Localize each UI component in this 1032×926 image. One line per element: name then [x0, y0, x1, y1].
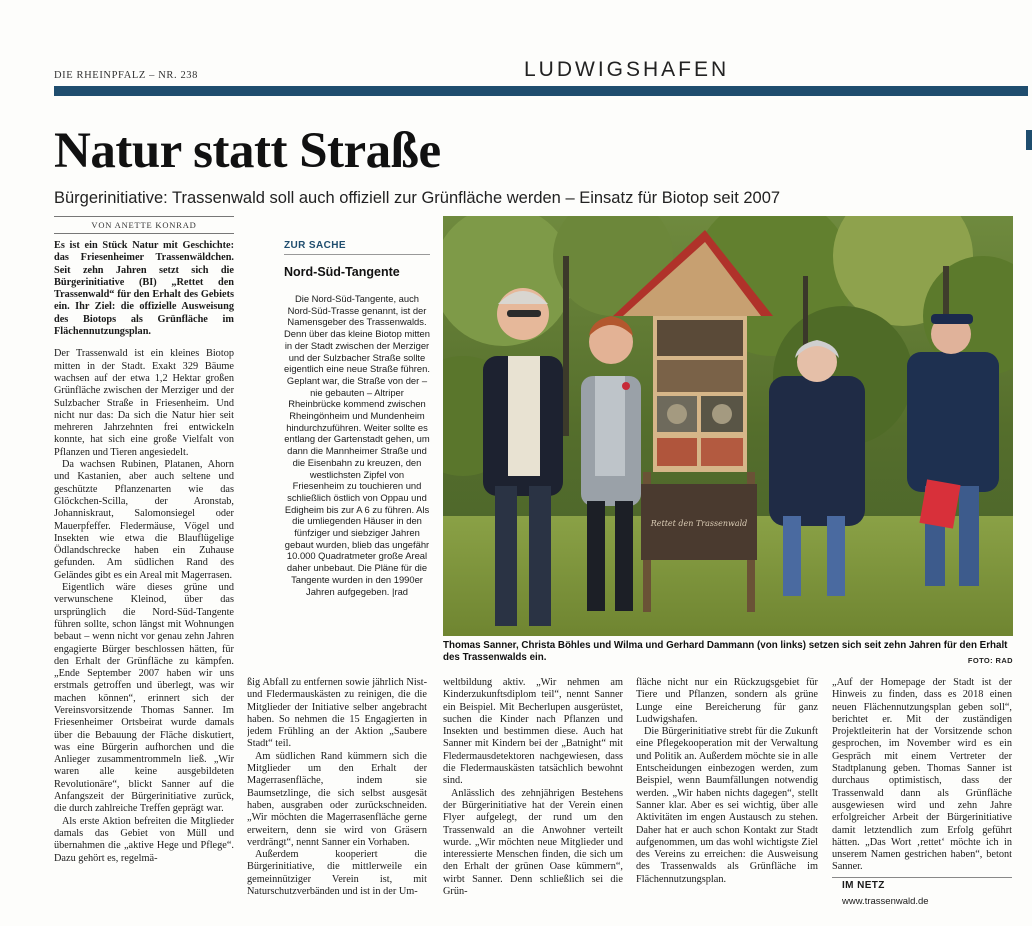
article-column-2 [247, 677, 427, 915]
subheadline: Bürgerinitiative: Trassenwald soll auch offiziell zur Grünfläche werden – Einsatz für Biotop seit 2007 [54, 189, 781, 207]
byline-rule-bottom [54, 233, 234, 234]
article-column-5 [832, 677, 1012, 873]
sidebar-kicker: ZUR SACHE [284, 240, 430, 255]
sidebar-title: Nord-Süd-Tangente [284, 265, 400, 279]
paragraph: Da wachsen Rubinen, Platanen, Ahorn und Kastanien, aber auch seltene und geschützte Pflanzenarten wie das Glöckchen-Scilla, der Aronstab, Johanniskraut, Salomonsiegel oder Mauerpfeffer. Fledermäuse, Vögel und Insekten wie etwa die Blauflügelige Ödlandschrecke haben ein Zuhause gefunden. Am südlichen Rand des Geländes gibt es ein Areal mit Magerrasen. [54, 459, 234, 581]
paragraph: fläche nicht nur ein Rückzugsgebiet für Tiere und Pflanzen, sondern als grüne Lunge eine Bereicherung für ganz Ludwigshafen. [636, 677, 818, 725]
paragraph: weltbildung aktiv. „Wir nehmen am Kinderzukunftsdiplom teil“, nennt Sanner ein Beispiel. Mit Becherlupen ausgerüstet, suchen die Kinder nach Pflanzen und Insekten und bestimmen diese. Auch hat Sanner mit Kindern bei der „Batnight“ mit Fledermausdetektoren nachgewiesen, dass die Fledermauskästen tatsächlich bewohnt sind. [443, 677, 623, 787]
article-column-1 [54, 240, 234, 915]
sign-text: Rettet den Trassenwald [650, 519, 748, 528]
sidebar-body: Die Nord-Süd-Tangente, auch Nord-Süd-Trasse genannt, ist der Namensgeber des Trassenwalds. Denn über das kleine Biotop mitten in der Stadt zwischen der Merziger und der Sulzbacher Straße sollte eigentlich eine neue Straße führen. Geplant war, die Straße von der – nie gebauten – Altriper Rheinbrücke kommend zwischen Rheingönheim und Mundenheim hindurchzuführen. Weiter sollte es entlang der Gartenstadt gehen, um dann die Mannheimer Straße und die Eisenbahn zu kreuzen, den westlichsten Zipfel von Friesenheim zu touchieren und schließlich östlich von Oppau und Edigheim bis zur A 6 zu führen. Als die umliegenden Häuser in den fünfziger und siebziger Jahren gebaut wurden, blieb das ungefähr 10.000 Quadratmeter große Areal daher unbebaut. Die Pläne für die Tangente wurden in den 1990er Jahren aufgegeben. |rad [284, 293, 430, 597]
netz-rule [832, 877, 1012, 878]
article-lead: Es ist ein Stück Natur mit Geschichte: das Friesenheimer Trassenwäldchen. Seit zehn Jahren setzt sich die Bürgerinitiative (BI) „Rettet den Trassenwald“ für den Erhalt des Gebiets ein. Ihr Ziel: die offizielle Ausweisung des Biotops als Grünfläche im Flächennutzungsplan. [54, 240, 234, 338]
photo-illustration [443, 216, 1013, 636]
paragraph: Die Bürgerinitiative strebt für die Zukunft eine Pflegekooperation mit der Verwaltung und Politik an. Außerdem möchte sie in alle Entscheidungen einbezogen werden, zum Beispiel, wenn Baumfällungen notwendig werden. „Wir haben nichts dagegen“, stellt Sanner klar. Aber es sei wichtig, über alle Aktivitäten im engen Austausch zu stehen. Daher hat er auch schon Kontakt zur Stadt aufgenommen, um das wohl wichtigste Ziel des Vereins zu erreichen: die Ausweisung des Trassenwalds als Grünfläche im Flächennutzungsplan. [636, 726, 818, 885]
sidebar-zur-sache [284, 240, 430, 597]
paragraph: Anlässlich des zehnjährigen Bestehens der Bürgerinitiative hat der Verein einen Flyer aufgelegt, der rund um den Trassenwald an die Anwohner verteilt wurde. „Wir möchten neue Mitglieder und interessierte Menschen finden, die sich um den Erhalt der grünen Oase kümmern“, wirbt Sanner. Denn schließlich sei die Grün- [443, 787, 623, 898]
section-title: LUDWIGSHAFEN [524, 58, 730, 81]
headline: Natur statt Straße [54, 123, 441, 179]
netz-label: IM NETZ [842, 880, 885, 891]
paragraph: Der Trassenwald ist ein kleines Biotop mitten in der Stadt. Exakt 329 Bäume wachsen auf der etwa 1,2 Hektar großen Grünfläche zwischen der Merziger und der Sulzbacher Straße in Friesenheim. Und nicht nur das: Da sich die Natur hier seit mehreren Jahrzehnten frei entwickeln konnte, hat sich eine große Vielfalt von Pflanzen und Tieren angesiedelt. [54, 348, 234, 458]
photo-credit: FOTO: RAD [967, 656, 1013, 665]
byline-rule-top [54, 216, 234, 217]
sign-board [641, 484, 757, 560]
paragraph: Außerdem kooperiert die Bürgerinitiative, die mittlerweile ein gemeinnütziger Verein ist, mit Naturschutzverbänden und ist in der Um- [247, 849, 427, 898]
website-link[interactable]: www.trassenwald.de [842, 896, 929, 907]
paragraph: Eigentlich wäre dieses grüne und verwunschene Kleinod, über das ursprünglich die Nord-Süd-Tangente führen sollte, schon längst mit Wohnungen bebaut – wenn nicht vor genau zehn Jahren engagierte Bürger beschlossen hätten, für den Erhalt der Grünfläche zu kämpfen. „Ende September 2007 haben wir uns erstmals getroffen und überlegt, was wir machen können“, erinnert sich der Vereinsvorsitzende Thomas Sanner. Im Friesenheimer Ortsbeirat wurde damals über die Bebauung der Fläche diskutiert, was eine Bürgerin aufhorchen und die Anlieger zusammentrommeln ließ. „Wir waren alle keine ausgebildeten Revolutionäre“, blickt Sanner auf die Anfangszeit der Bürgerinitiative zurück, die durch zahlreiche Treffen geprägt war. [54, 582, 234, 815]
paragraph: Am südlichen Rand kümmern sich die Mitglieder um den Erhalt der Magerrasenfläche, indem sie Baumsetzlinge, die sich selbst ausgesät haben, ausgraben oder zurückschneiden. „Wir möchten die Magerrasenfläche gerne erweitern, denn sie wird von Gräsern verdrängt“, nennt Sanner ein Vorhaben. [247, 750, 427, 848]
article-photo [443, 216, 1013, 636]
paragraph: ßig Abfall zu entfernen sowie jährlich Nist- und Fledermauskästen zu reinigen, die die Mitglieder der Initiative selber angebracht haben. So nehmen die 15 Engagierten in jedem Frühling an der Aktion „Saubere Stadt“ teil. [247, 677, 427, 750]
article-column-3 [443, 677, 623, 915]
article-column-4 [636, 677, 818, 915]
photo-caption: Thomas Sanner, Christa Böhles und Wilma und Gerhard Dammann (von links) setzen sich seit zehn Jahren für den Erhalt des Trassenwalds ein. [443, 640, 1008, 663]
edge-marker [1026, 130, 1032, 150]
paragraph: „Auf der Homepage der Stadt ist der Hinweis zu finden, dass es 2018 einen neuen Flächennutzungsplan geben soll“, berichtet er. Mit der zuständigen Projektleiterin hat der Vorsitzende schon gesprochen, im November wird es ein Gespräch mit einem Vertreter der Stadtplanung geben. Thomas Sanner ist durchaus optimistisch, dass der Trassenwald dann als Grünfläche ausgewiesen wird und zehn Jahre erfolgreicher Arbeit der Bürgerinitiative damit letztendlich zum Erfolg geführt hätten. „Das Wort ‚rettet‘ möchte ich in unserem Namen gestrichen haben“, betont Sanner. [832, 677, 1012, 873]
paragraph: Als erste Aktion befreiten die Mitglieder damals das Gebiet von Müll und übernahmen die „aktive Hege und Pflege“. Dazu gehört es, regelmä- [54, 815, 234, 864]
byline: VON ANETTE KONRAD [91, 220, 197, 230]
publication-name: DIE RHEINPFALZ – NR. 238 [54, 70, 198, 81]
masthead-bar [54, 86, 1028, 96]
